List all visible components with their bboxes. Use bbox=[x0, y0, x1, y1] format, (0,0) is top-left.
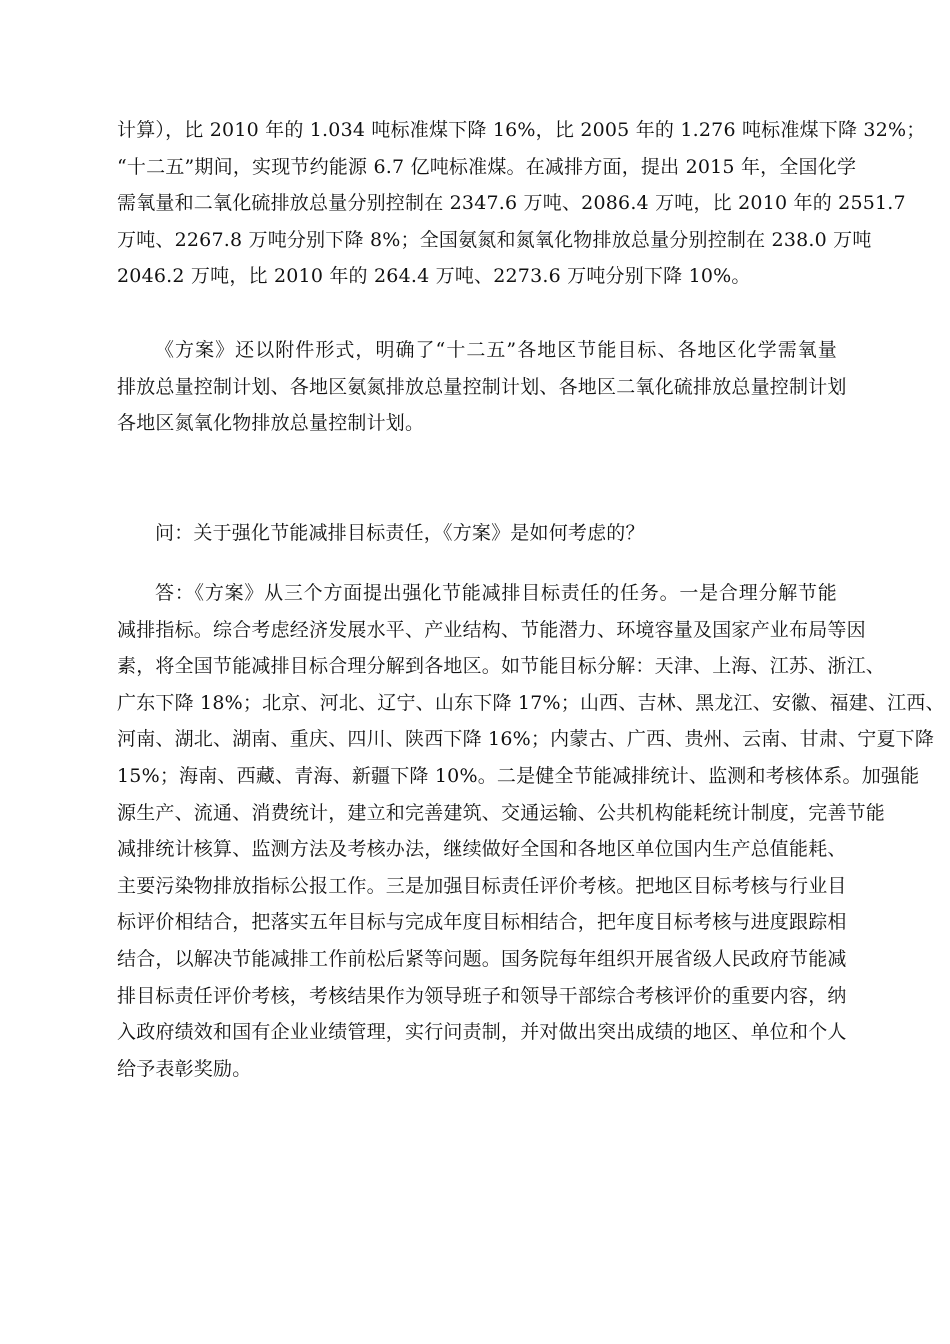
text-line: 源生产、流通、消费统计，建立和完善建筑、交通运输、公共机构能耗统计制度，完善节能 bbox=[117, 801, 886, 824]
text-line: 答：《方案》从三个方面提出强化节能减排目标责任的任务。一是合理分解节能 bbox=[155, 582, 837, 604]
paragraph-question bbox=[117, 515, 837, 552]
text-line: “十二五”期间，实现节约能源 6.7 亿吨标准煤。在减排方面，提出 2015 年，全国化学 bbox=[117, 155, 857, 178]
text-line: 广东下降 18%；北京、河北、辽宁、山东下降 17%；山西、吉林、黑龙江、安徽、福建、江西、 bbox=[117, 691, 945, 714]
text-line: 结合，以解决节能减排工作前松后紧等问题。国务院每年组织开展省级人民政府节能减 bbox=[117, 947, 847, 970]
text-line: 减排指标。综合考虑经济发展水平、产业结构、节能潜力、环境容量及国家产业布局等因 bbox=[117, 618, 866, 641]
text-line: 主要污染物排放指标公报工作。三是加强目标责任评价考核。把地区目标考核与行业目 bbox=[117, 874, 847, 897]
text-line: 入政府绩效和国有企业业绩管理，实行问责制，并对做出突出成绩的地区、单位和个人 bbox=[117, 1021, 847, 1044]
paragraph-answer bbox=[117, 575, 945, 1087]
text-line: 15%；海南、西藏、青海、新疆下降 10%。二是健全节能减排统计、监测和考核体系。加强能 bbox=[117, 764, 920, 787]
text-line: 排放总量控制计划、各地区氨氮排放总量控制计划、各地区二氧化硫排放总量控制计划 bbox=[117, 375, 847, 398]
text-line: 素，将全国节能减排目标合理分解到各地区。如节能目标分解：天津、上海、江苏、浙江、 bbox=[117, 655, 886, 678]
text-line: 《方案》还以附件形式，明确了“十二五”各地区节能目标、各地区化学需氧量 bbox=[155, 339, 837, 361]
text-line: 减排统计核算、监测方法及考核办法，继续做好全国和各地区单位国内生产总值能耗、 bbox=[117, 838, 847, 861]
text-line: 河南、湖北、湖南、重庆、四川、陕西下降 16%；内蒙古、广西、贵州、云南、甘肃、宁夏下降 bbox=[117, 728, 935, 751]
text-line: 各地区氮氧化物排放总量控制计划。 bbox=[117, 412, 425, 435]
text-line: 计算），比 2010 年的 1.034 吨标准煤下降 16%，比 2005 年的 1.276 吨标准煤下降 32%； bbox=[117, 119, 926, 141]
text-line: 需氧量和二氧化硫排放总量分别控制在 2347.6 万吨、2086.4 万吨，比 2010 年的 2551.7 bbox=[117, 192, 906, 215]
text-line: 万吨、2267.8 万吨分别下降 8%；全国氨氮和氮氧化物排放总量分别控制在 238.0 万吨 bbox=[117, 228, 872, 251]
text-line: 2046.2 万吨，比 2010 年的 264.4 万吨、2273.6 万吨分别下降 10%。 bbox=[117, 265, 751, 288]
text-line: 给予表彰奖励。 bbox=[117, 1057, 252, 1080]
text-line: 标评价相结合，把落实五年目标与完成年度目标相结合，把年度目标考核与进度跟踪相 bbox=[117, 911, 847, 934]
paragraph-annex bbox=[117, 332, 847, 442]
paragraph-energy-targets bbox=[117, 112, 926, 295]
text-line: 问：关于强化节能减排目标责任，《方案》是如何考虑的？ bbox=[155, 522, 645, 544]
text-line: 排目标责任评价考核，考核结果作为领导班子和领导干部综合考核评价的重要内容，纳 bbox=[117, 984, 847, 1007]
